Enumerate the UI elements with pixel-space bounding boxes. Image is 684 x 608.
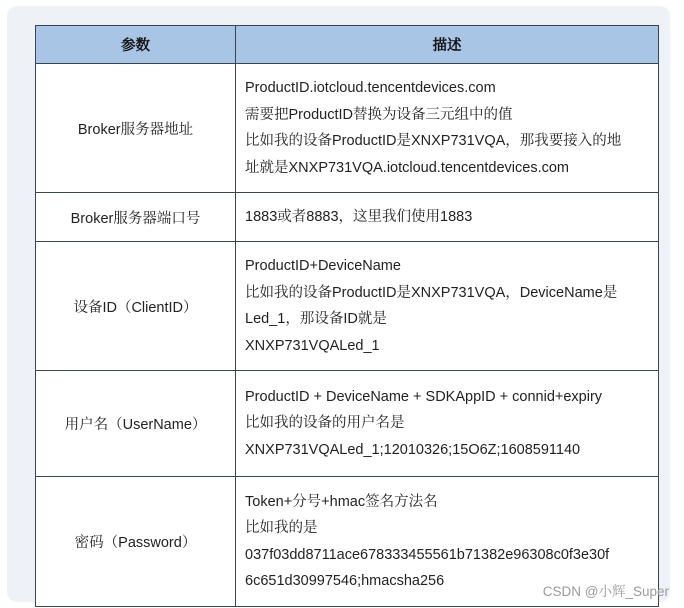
param-name: 用户名（UserName） <box>36 371 236 477</box>
param-desc <box>236 193 659 242</box>
param-name: Broker服务器地址 <box>36 64 236 193</box>
desc-line: ProductID+DeviceName <box>245 258 401 274</box>
desc-line: 6c651d30997546;hmacsha256 <box>245 573 445 589</box>
desc-line: ProductID + DeviceName + SDKAppID + connid+expiry <box>245 388 603 405</box>
param-name: 设备ID（ClientID） <box>36 242 236 371</box>
desc-line: XNXP731VQALed_1;12010326;15O6Z;1608591140 <box>245 441 581 458</box>
desc-line: 比如我的设备ProductID是XNXP731VQA，DeviceName是 <box>245 284 618 301</box>
param-name: Broker服务器端口号 <box>36 193 236 242</box>
desc-line: XNXP731VQALed_1 <box>245 337 380 354</box>
param-desc <box>236 64 659 193</box>
header-param: 参数 <box>36 26 236 64</box>
document-frame <box>7 6 670 602</box>
table-row <box>36 371 659 477</box>
table-row <box>36 242 659 371</box>
desc-line: 址就是XNXP731VQA.iotcloud.tencentdevices.com <box>245 159 569 176</box>
desc-line: 需要把ProductID替换为设备三元组中的值 <box>245 106 513 123</box>
table-row <box>36 193 659 242</box>
desc-line: 比如我的是 <box>245 520 318 536</box>
param-desc <box>236 242 659 371</box>
desc-line: 037f03dd8711ace678333455561b71382e96308c0f3e30f <box>245 546 610 563</box>
header-desc: 描述 <box>236 26 659 64</box>
desc-line: 比如我的设备的用户名是 <box>245 415 405 432</box>
param-desc <box>236 371 659 477</box>
desc-line: ProductID.iotcloud.tencentdevices.com <box>245 80 496 96</box>
table-row <box>36 64 659 193</box>
watermark: CSDN @小辉_Super <box>542 584 669 599</box>
param-name: 密码（Password） <box>36 477 236 607</box>
desc-line: 比如我的设备ProductID是XNXP731VQA，那我要接入的地 <box>245 133 622 149</box>
table-header-row <box>36 26 659 64</box>
parameter-table <box>35 25 659 607</box>
desc-line: 1883或者8883，这里我们使用1883 <box>245 208 473 225</box>
desc-line: Token+分号+hmac签名方法名 <box>245 493 438 510</box>
desc-line: Led_1，那设备ID就是 <box>245 311 387 327</box>
